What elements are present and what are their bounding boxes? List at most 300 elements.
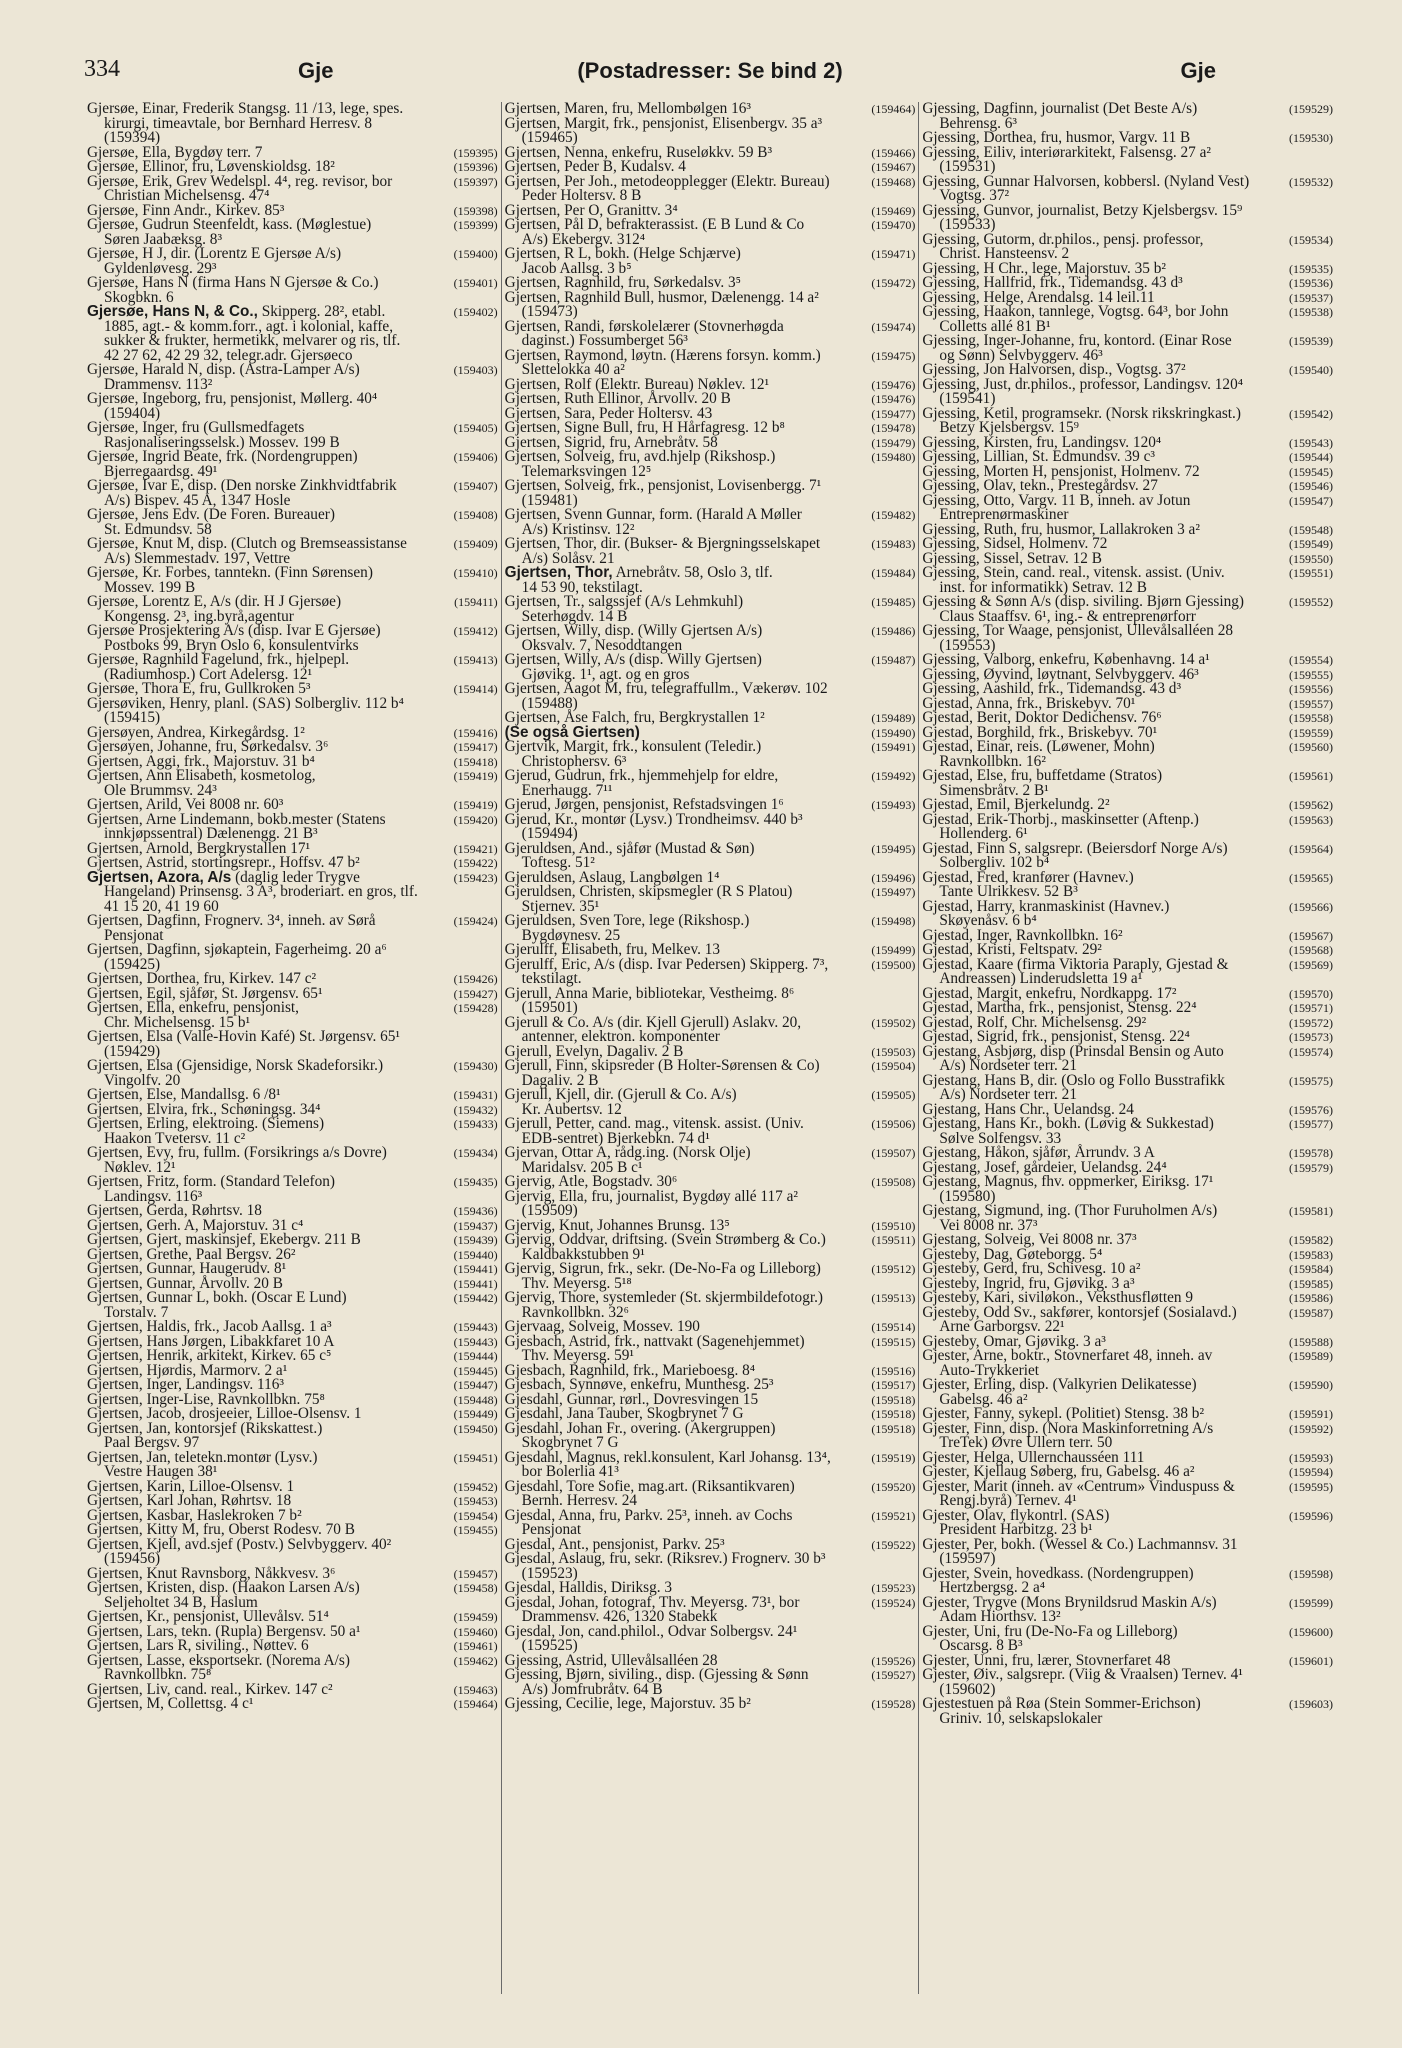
directory-entry [922, 955, 1334, 987]
entry-line: Gjervig, Oddvar, driftsing. (Svein Strømberg & Co.) [504, 1231, 826, 1248]
entry-number: (159592) [1289, 1421, 1334, 1436]
entry-number: (159526) [871, 1653, 916, 1668]
entry-number: (159420) [453, 812, 498, 827]
entry-number: (159530) [1289, 131, 1334, 145]
entry-number: (159443) [453, 1320, 498, 1334]
entry-number: (159567) [1289, 928, 1334, 943]
entry-line: Gjersøe, Thora E, fru, Gullkroken 5³ [87, 680, 311, 697]
entry-line: Gjertsen, Else, Mandallsg. 6 /8¹ [87, 1086, 281, 1103]
entry-line: kirurgi, timeavtale, bor Bernhard Herresv. 8 [104, 114, 373, 132]
entry-number: (159584) [1289, 1262, 1334, 1276]
entry-line: Gjester, Fanny, sykepl. (Politiet) Stensg. 38 b² [922, 1405, 1205, 1422]
entry-line: Gjeruldsen, Aslaug, Langbølgen 1⁴ [504, 868, 720, 886]
entry-number: (159398) [453, 203, 498, 218]
entry-line: Gjertsen, Margit, frk., pensjonist, Elisenbergv. 35 a³ [504, 114, 823, 132]
entry-number: (159558) [1289, 711, 1334, 725]
directory-entry [505, 1088, 916, 1117]
entry-line: Gjesdal, Johan, fotograf, Thv. Meyersg. 73¹, bor [504, 1593, 800, 1611]
entry-line: (159597) [939, 1550, 996, 1567]
directory-entry [504, 346, 916, 378]
entry-number: (159475) [871, 348, 916, 363]
entry-number: (159497) [871, 885, 916, 899]
entry-number: (159417) [453, 740, 498, 754]
entry-number: (159545) [1289, 464, 1334, 479]
directory-entry [504, 1622, 916, 1654]
entry-number: (159552) [1289, 595, 1334, 609]
entry-line: Gjertsen, Per Joh., metodeopplegger (Elektr. Bureau) [504, 172, 830, 190]
entry-line: Gjestad, Berit, Doktor Dedichensv. 76⁶ [922, 709, 1162, 726]
entry-number: (159480) [871, 450, 916, 464]
directory-column-2 [501, 102, 919, 1994]
directory-entry [87, 1448, 498, 1480]
entry-line: Gjertsen, Willy, A/s (disp. Willy Gjertsen) [504, 651, 762, 668]
entry-line: Skogbkn. 6 [104, 288, 174, 306]
entry-line: Hollenderg. 6¹ [939, 825, 1028, 842]
directory-entry [505, 537, 916, 566]
entry-number: (159594) [1289, 1465, 1334, 1479]
directory-entry [87, 508, 498, 537]
entry-number: (159590) [1289, 1378, 1334, 1392]
entry-number: (159433) [453, 1117, 498, 1131]
entry-line: Gjersøe, Einar, Frederik Stangsg. 11 /13, lege, spes. [87, 102, 404, 117]
entry-line: Arnebråtv. 58, Oslo 3, tlf. [615, 564, 773, 581]
directory-entry [505, 508, 916, 537]
entry-number: (159493) [871, 798, 916, 812]
directory-entry [922, 230, 1334, 262]
entry-number: (159603) [1289, 1697, 1334, 1711]
entry-number: (159457) [453, 1566, 498, 1581]
entry-line: Gjertsen, Tr., salgssjef (A/s Lehmkuhl) [504, 593, 744, 610]
entry-number: (159514) [871, 1320, 916, 1334]
entry-line: Gjertsen, Elsa (Gjensidige, Norsk Skadeforsikr.) [87, 1057, 384, 1074]
entry-line: Gjertsen, Elsa (Valle-Hovin Kafé) St. Jørgensv. 65¹ [87, 1028, 401, 1045]
entry-line: Gjertsen, Sara, Peder Holtersv. 43 [504, 404, 713, 422]
directory-entry [505, 1291, 916, 1320]
entry-line: Gjesbach, Synnøve, enkefru, Munthesg. 25³ [504, 1376, 774, 1393]
entry-number: (159436) [453, 1204, 498, 1218]
directory-entry [922, 172, 1334, 204]
entry-line: Gjerull, Petter, cand. mag., vitensk. assist. (Univ. [504, 1115, 804, 1132]
entry-number: (159551) [1289, 566, 1334, 580]
entry-number: (159535) [1289, 261, 1334, 276]
entry-line: Gjessing, H Chr., lege, Majorstuv. 35 b² [922, 259, 1166, 277]
directory-entry [87, 1697, 498, 1712]
directory-entry [87, 421, 498, 450]
directory-entry [505, 1146, 916, 1175]
entry-number: (159575) [1289, 1073, 1334, 1088]
entry-line: Gjerud, Gudrun, frk., hjemmehjelp for eldre, [504, 767, 779, 784]
entry-number: (159432) [453, 1102, 498, 1117]
entry-line: Gjessing, Sidsel, Holmenv. 72 [922, 535, 1108, 552]
directory-entry [504, 839, 916, 871]
entry-number: (159424) [453, 914, 498, 928]
entry-line: Gjersøe, Ella, Bygdøy terr. 7 [87, 143, 263, 161]
entry-line: Gjersøe, Hans N (firma Hans N Gjersøe & Co.) [87, 274, 379, 291]
directory-entry [922, 1477, 1334, 1509]
entry-line: Gjervan, Ottar A, rådg.ing. (Norsk Olje) [504, 1144, 751, 1161]
directory-entry [922, 1535, 1333, 1567]
entry-number: (159527) [871, 1668, 916, 1682]
directory-entry [922, 404, 1334, 436]
entry-number: (159490) [871, 725, 916, 740]
entry-line: (159456) [104, 1550, 161, 1567]
entry-number: (159489) [871, 711, 916, 725]
entry-line: Gjestad, Harry, kranmaskinist (Havnev.) [922, 897, 1170, 915]
entry-number: (159487) [871, 653, 916, 667]
entry-number: (159506) [871, 1117, 916, 1131]
entry-line: Gjessing, Kirsten, fru, Landingsv. 120⁴ [922, 433, 1162, 451]
entry-line: Gjertsen, Gjert, maskinsjef, Ekebergv. 211 B [87, 1231, 361, 1248]
entry-number: (159511) [871, 1233, 916, 1247]
directory-entry [87, 450, 498, 479]
directory-entry [505, 1697, 916, 1712]
entry-number: (159537) [1289, 290, 1334, 305]
entry-number: (159422) [453, 856, 498, 870]
entry-line: Gjertsen, Gunnar, Årvollv. 20 B [87, 1274, 283, 1292]
directory-entry [505, 769, 916, 798]
entry-number: (159601) [1289, 1653, 1334, 1668]
entry-line: Gjertsen, Karin, Lilloe-Olsensv. 1 [87, 1477, 295, 1495]
entry-line: Seljeholtet 34 B, Haslum [104, 1593, 258, 1611]
entry-line: (159465) [521, 129, 578, 146]
directory-entry [87, 1030, 498, 1059]
entry-number: (159448) [453, 1392, 498, 1407]
entry-line: Gjessing, Øyvind, løytnant, Selvbyggerv. 46³ [922, 665, 1199, 683]
entry-number: (159458) [453, 1581, 498, 1595]
entry-line: Gjertsen, Inger, Landingsv. 116³ [87, 1376, 284, 1393]
entry-number: (159397) [453, 174, 498, 189]
entry-line: Auto-Trykkeriet [939, 1361, 1040, 1379]
entry-line: Gjersøe, H J, dir. (Lorentz E Gjersøe A/s) [87, 245, 342, 262]
entry-line: (159525) [521, 1637, 578, 1654]
entry-number: (159529) [1289, 102, 1334, 116]
directory-entry [504, 172, 916, 204]
entry-line: Chr. Michelsensg. 15 b¹ [104, 1013, 251, 1031]
entry-line: Gjestang, Asbjørg, disp (Prinsdal Bensin og Auto [922, 1042, 1224, 1060]
entry-line: Gjesdahl, Jana Tauber, Skogbrynet 7 G [504, 1405, 744, 1422]
directory-entry [87, 694, 498, 726]
entry-line: Gjertsen, Ragnhild, fru, Sørkedalsv. 3⁵ [504, 274, 741, 291]
entry-line: Gjestang, Josef, gårdeier, Uelandsg. 24⁴ [922, 1158, 1167, 1176]
entry-number: (159508) [871, 1175, 916, 1189]
entry-line: (159509) [521, 1202, 578, 1219]
entry-line: St. Edmundsv. 58 [104, 520, 212, 538]
directory-entry [87, 1651, 498, 1683]
entry-line: Gjersøe, Harald N, disp. (Astra-Lamper A/s) [87, 361, 360, 378]
entry-line: Gjestang, Hans Chr., Uelandsg. 24 [922, 1100, 1134, 1118]
entry-line: Gjester, Marit (inneh. av «Centrum» Vinduspuss & [922, 1477, 1235, 1495]
directory-entry [922, 491, 1334, 523]
page-number: 334 [84, 56, 120, 82]
entry-number: (159469) [871, 203, 916, 218]
entry-line: Gjessing, Aashild, frk., Tidemandsg. 43 d³ [922, 680, 1182, 697]
entry-line: Kaldbakkstubben 9¹ [521, 1245, 645, 1263]
entry-number: (159395) [453, 145, 498, 160]
entry-line: Thv. Meyersg. 5¹⁸ [521, 1274, 632, 1292]
entry-line: A/s) Ekebergv. 312⁴ [521, 230, 646, 248]
entry-number: (159504) [871, 1059, 916, 1073]
entry-number: (159534) [1289, 232, 1334, 247]
entry-number: (159484) [871, 566, 916, 580]
entry-line: President Harbitzg. 23 b¹ [939, 1521, 1093, 1538]
directory-entry [87, 810, 498, 842]
entry-line: Gjessing, Bjørn, siviling., disp. (Gjessing & Sønn [504, 1666, 809, 1683]
key-word-right: Gje [1180, 58, 1216, 83]
entry-line: (159481) [521, 491, 578, 509]
entry-number: (159586) [1289, 1291, 1334, 1305]
directory-entry [922, 305, 1333, 334]
entry-number: (159499) [871, 943, 916, 957]
entry-line: Sølve Solfengsv. 33 [939, 1129, 1062, 1147]
entry-number: (159452) [453, 1479, 498, 1494]
entry-number: (159410) [453, 566, 498, 580]
entry-line: Gjessing, Helge, Arendalsg. 14 leil.11 [922, 288, 1155, 306]
entry-number: (159474) [871, 319, 916, 334]
entry-line: Gjertsen, Evy, fru, fullm. (Forsikrings a/s Dovre) [87, 1144, 387, 1161]
entry-line: Jacob Aallsg. 3 b⁵ [521, 259, 632, 277]
entry-number: (159518) [871, 1407, 916, 1421]
directory-entry [504, 1187, 916, 1219]
entry-number: (159513) [871, 1291, 916, 1305]
entry-line: Gjertsen, Arild, Vei 8008 nr. 60³ [87, 796, 284, 813]
directory-entry [87, 566, 498, 595]
entry-number: (159536) [1289, 276, 1334, 290]
directory-entry [922, 375, 1333, 407]
entry-line: Gjessing, Gunnar Halvorsen, kobbersl. (Nyland Vest) [922, 172, 1250, 190]
entry-line: EDB-sentret) Bjerkebkn. 74 d¹ [521, 1129, 710, 1147]
directory-entry [505, 1117, 916, 1146]
entry-line: Gjertsen, Maren, fru, Mellombølgen 16³ [504, 102, 751, 117]
entry-line: Gjessing, Eiliv, interiørarkitekt, Falsensg. 27 a² [922, 143, 1212, 161]
entry-number: (159532) [1289, 174, 1334, 189]
entry-line: Mossev. 199 B [104, 578, 196, 596]
entry-line: Toftesg. 51² [521, 854, 595, 871]
entry-number: (159520) [871, 1479, 916, 1494]
entry-line: Kr. Aubertsv. 12 [521, 1100, 622, 1118]
entry-line: (159580) [939, 1187, 996, 1205]
directory-entry [505, 1262, 916, 1291]
entry-number: (159428) [453, 1001, 498, 1015]
entry-line: Behrensg. 6³ [939, 114, 1018, 132]
entry-number: (159466) [871, 145, 916, 160]
entry-number: (159431) [453, 1088, 498, 1102]
entry-line: Gjestang, Magnus, fhv. oppmerker, Eiriksg. 17¹ [922, 1173, 1214, 1190]
entry-name-bold: (Se også Giertsen) [504, 723, 640, 741]
directory-entry [505, 914, 916, 943]
entry-line: Gjessing, Sissel, Setrav. 12 B [922, 549, 1102, 567]
entry-number: (159523) [871, 1581, 916, 1595]
directory-entry [504, 955, 916, 987]
entry-line: Telemarksvingen 12⁵ [521, 462, 652, 480]
entry-number: (159483) [871, 537, 916, 551]
directory-entry [87, 479, 498, 508]
directory-entry [87, 172, 498, 204]
entry-line: Peder Holtersv. 8 B [521, 187, 642, 204]
entry-line: (daglig leder Trygve [235, 868, 360, 886]
entry-number: (159570) [1289, 986, 1334, 1001]
entry-line: Gjertsen, Karl Johan, Røhrtsv. 18 [87, 1492, 292, 1509]
entry-line: Gjessing, Hallfrid, frk., Tidemandsg. 43 d³ [922, 274, 1183, 291]
entry-line: Gjerull, Anna Marie, bibliotekar, Vestheimg. 8⁶ [504, 984, 795, 1002]
entry-number: (159554) [1289, 653, 1334, 667]
entry-line: Gjesbach, Ragnhild, frk., Marieboesg. 8⁴ [504, 1361, 756, 1379]
entry-number: (159548) [1289, 522, 1334, 537]
entry-line: Oscarsg. 8 B³ [939, 1637, 1023, 1654]
entry-line: Gjessing, Otto, Vargv. 11 B, inneh. av Jotun [922, 491, 1191, 509]
entry-number: (159595) [1289, 1479, 1334, 1494]
entry-number: (159413) [453, 653, 498, 667]
entry-line: Gjestestuen på Røa (Stein Sommer-Erichson) [922, 1695, 1201, 1712]
entry-line: (159553) [939, 636, 996, 654]
entry-line: Drammensv. 113² [104, 375, 213, 393]
directory-entry [922, 1506, 1334, 1538]
entry-number: (159478) [871, 421, 916, 435]
entry-line: Gjersøe, Inger, fru (Gullsmedfagets [87, 419, 305, 436]
directory-entry [505, 479, 916, 508]
entry-line: Gjertsen, Erling, elektroing. (Siemens) [87, 1115, 325, 1132]
entry-line: Gjestad, Margit, enkefru, Nordkappg. 17² [922, 984, 1177, 1002]
directory-entry [87, 653, 498, 682]
entry-number: (159453) [453, 1494, 498, 1508]
entry-line: Griniv. 10, selskapslokaler [939, 1709, 1103, 1727]
directory-entry [87, 1291, 498, 1320]
entry-number: (159518) [871, 1392, 916, 1407]
entry-line: Hertzbergsg. 2 a⁴ [939, 1579, 1046, 1596]
entry-number: (159477) [871, 406, 916, 421]
entry-number: (159518) [871, 1421, 916, 1436]
entry-line: Gjertsen, Lars, tekn. (Rupla) Bergensv. 50 a¹ [87, 1622, 361, 1640]
entry-line: Gjertsen, Peder B, Kudalsv. 4 [504, 158, 686, 175]
entry-number: (159546) [1289, 479, 1334, 493]
entry-line: A/s) Bispev. 45 A, 1347 Hosle [104, 491, 291, 509]
entry-line: A/s) Nordseter terr. 21 [939, 1086, 1077, 1103]
entry-line: Gjestad, Fred, kranfører (Havnev.) [922, 868, 1134, 886]
entry-number: (159409) [453, 537, 498, 551]
entry-line: Gjeruldsen, And., sjåfør (Mustad & Søn) [504, 839, 755, 857]
entry-line: Pensjonat [521, 1521, 582, 1538]
entry-line: Gjester, Olav, flykontrl. (SAS) [922, 1506, 1110, 1524]
entry-line: Gjersøe, Ragnhild Fagelund, frk., hjelpepl. [87, 651, 350, 668]
entry-line: A/s) Solåsv. 21 [521, 549, 615, 567]
directory-entry [922, 102, 1333, 131]
entry-line: (Radiumhosp.) Cort Adelersg. 12¹ [104, 665, 313, 683]
entry-line: Christian Michelsensg. 47⁴ [104, 187, 270, 204]
entry-line: Gjersøe, Jens Edv. (De Foren. Bureauer) [87, 506, 335, 523]
entry-number: (159544) [1289, 450, 1334, 464]
entry-line: Dagaliv. 2 B [521, 1071, 599, 1089]
entry-number: (159399) [453, 218, 498, 232]
entry-number: (159467) [871, 160, 916, 174]
entry-line: 41 15 20, 41 19 60 [104, 897, 219, 915]
entry-line: Gabelsg. 46 a² [939, 1390, 1028, 1408]
directory-entry [505, 450, 916, 479]
entry-line: Gjeruldsen, Christen, skipsmegler (R S Platou) [504, 883, 793, 900]
directory-entry [504, 288, 916, 320]
entry-line: Gjessing, Lillian, St. Edmundsv. 39 c³ [922, 448, 1155, 465]
entry-line: Slettelokka 40 a² [521, 361, 625, 378]
directory-entry [504, 114, 916, 146]
entry-line: Gjertsen, Hjørdis, Marmorv. 2 a¹ [87, 1361, 288, 1379]
entry-line: Gjester, Helga, Ullernchausséen 111 [922, 1448, 1145, 1466]
directory-entry [87, 1059, 498, 1088]
key-word-left: Gje [298, 58, 334, 83]
entry-line: Gjertsen, Liv, cand. real., Kirkev. 147 c² [87, 1680, 333, 1698]
entry-line: Gjertsen, Pål D, befrakterassist. (E B Lund & Co [504, 216, 805, 233]
entry-number: (159443) [453, 1334, 498, 1349]
entry-number: (159593) [1289, 1450, 1334, 1465]
directory-entry [922, 143, 1333, 175]
entry-line: Gjersøyen, Johanne, fru, Sørkedalsv. 3⁶ [87, 738, 329, 755]
entry-line: Gjertsen, Gerda, Røhrtsv. 18 [87, 1202, 262, 1219]
page-header [84, 56, 1336, 90]
entry-number: (159472) [871, 276, 916, 290]
directory-entry [504, 984, 916, 1016]
directory-entry [87, 537, 498, 566]
entry-line: Landingsv. 116³ [104, 1187, 203, 1205]
entry-line: Gjesteby, Ingrid, fru, Gjøvikg. 3 a³ [922, 1274, 1135, 1292]
entry-line: Gjessing, Stein, cand. real., vitensk. assist. (Univ. [922, 564, 1225, 581]
entry-line: Gjertsen, Aggi, frk., Majorstuv. 31 b⁴ [87, 752, 315, 770]
entry-line: Gjertsen, Thor, dir. (Bukser- & Bjergningsselskapet [504, 535, 821, 552]
directory-entry [922, 1697, 1333, 1726]
directory-entry [922, 334, 1333, 363]
entry-line: Betzy Kjelsbergsv. 15⁹ [939, 419, 1079, 436]
entry-line: Gjestad, Martha, frk., pensjonist, Stensg. 22⁴ [922, 999, 1197, 1016]
directory-entry [505, 1059, 916, 1088]
entry-line: Gjestad, Sigrid, frk., pensjonist, Stensg. 22⁴ [922, 1028, 1190, 1045]
entry-line: Gjesdahl, Gunnar, rørl., Dovresvingen 15 [504, 1390, 759, 1408]
directory-columns [84, 102, 1336, 1994]
entry-line: Stjernev. 35¹ [521, 897, 600, 915]
directory-entry [87, 1117, 498, 1146]
entry-line: Gjerulff, Elisabeth, fru, Melkev. 13 [504, 941, 721, 958]
entry-line: Drammensv. 426, 1320 Stabekk [521, 1608, 718, 1625]
directory-entry [922, 810, 1334, 842]
directory-entry [87, 868, 498, 915]
entry-number: (159412) [453, 624, 498, 638]
entry-line: Gjessing, Dagfinn, journalist (Det Beste A/s) [922, 102, 1198, 117]
entry-line: (159394) [104, 129, 161, 146]
entry-number: (159437) [453, 1218, 498, 1233]
entry-line: Gjesteby, Odd Sv., sakfører, kontorsjef (Sosialavd.) [922, 1303, 1237, 1321]
entry-line: Gjertsen, Solveig, frk., pensjonist, Lovisenbergg. 7¹ [504, 477, 822, 494]
directory-entry [922, 1668, 1333, 1697]
entry-name-bold: Gjersøe, Hans N, & Co., [87, 303, 258, 320]
directory-entry [87, 624, 498, 653]
entry-line: Hangeland) Prinsensg. 3 A³, broderiart. en gros, tlf. [104, 883, 418, 900]
directory-entry [87, 914, 498, 943]
entry-number: (159430) [453, 1059, 498, 1073]
entry-line: Gjervig, Atle, Bogstadv. 30⁶ [504, 1173, 678, 1190]
entry-line: Gjertsen, Gerh. A, Majorstuv. 31 c⁴ [87, 1216, 304, 1234]
entry-number: (159486) [871, 624, 916, 638]
entry-line: Gjerull, Evelyn, Dagaliv. 2 B [504, 1042, 684, 1060]
entry-number: (159566) [1289, 899, 1334, 914]
entry-number: (159407) [453, 479, 498, 493]
directory-entry [87, 276, 498, 305]
entry-line: Gjertsen, Dorthea, fru, Kirkev. 147 c² [87, 970, 317, 987]
entry-number: (159540) [1289, 363, 1334, 377]
entry-number: (159587) [1289, 1305, 1334, 1320]
entry-line: Gjertsen, R L, bokh. (Helge Schjærve) [504, 245, 741, 262]
entry-line: Gjertsen, Randi, førskolelærer (Stovnerhøgda [504, 317, 784, 335]
entry-line: Gjøvikg. 1¹, agt. og en gros [521, 665, 690, 683]
entry-number: (159421) [453, 841, 498, 856]
entry-line: Bernh. Herresv. 24 [521, 1492, 638, 1509]
entry-number: (159445) [453, 1363, 498, 1378]
directory-column-1 [84, 102, 501, 1994]
entry-number: (159600) [1289, 1624, 1334, 1639]
